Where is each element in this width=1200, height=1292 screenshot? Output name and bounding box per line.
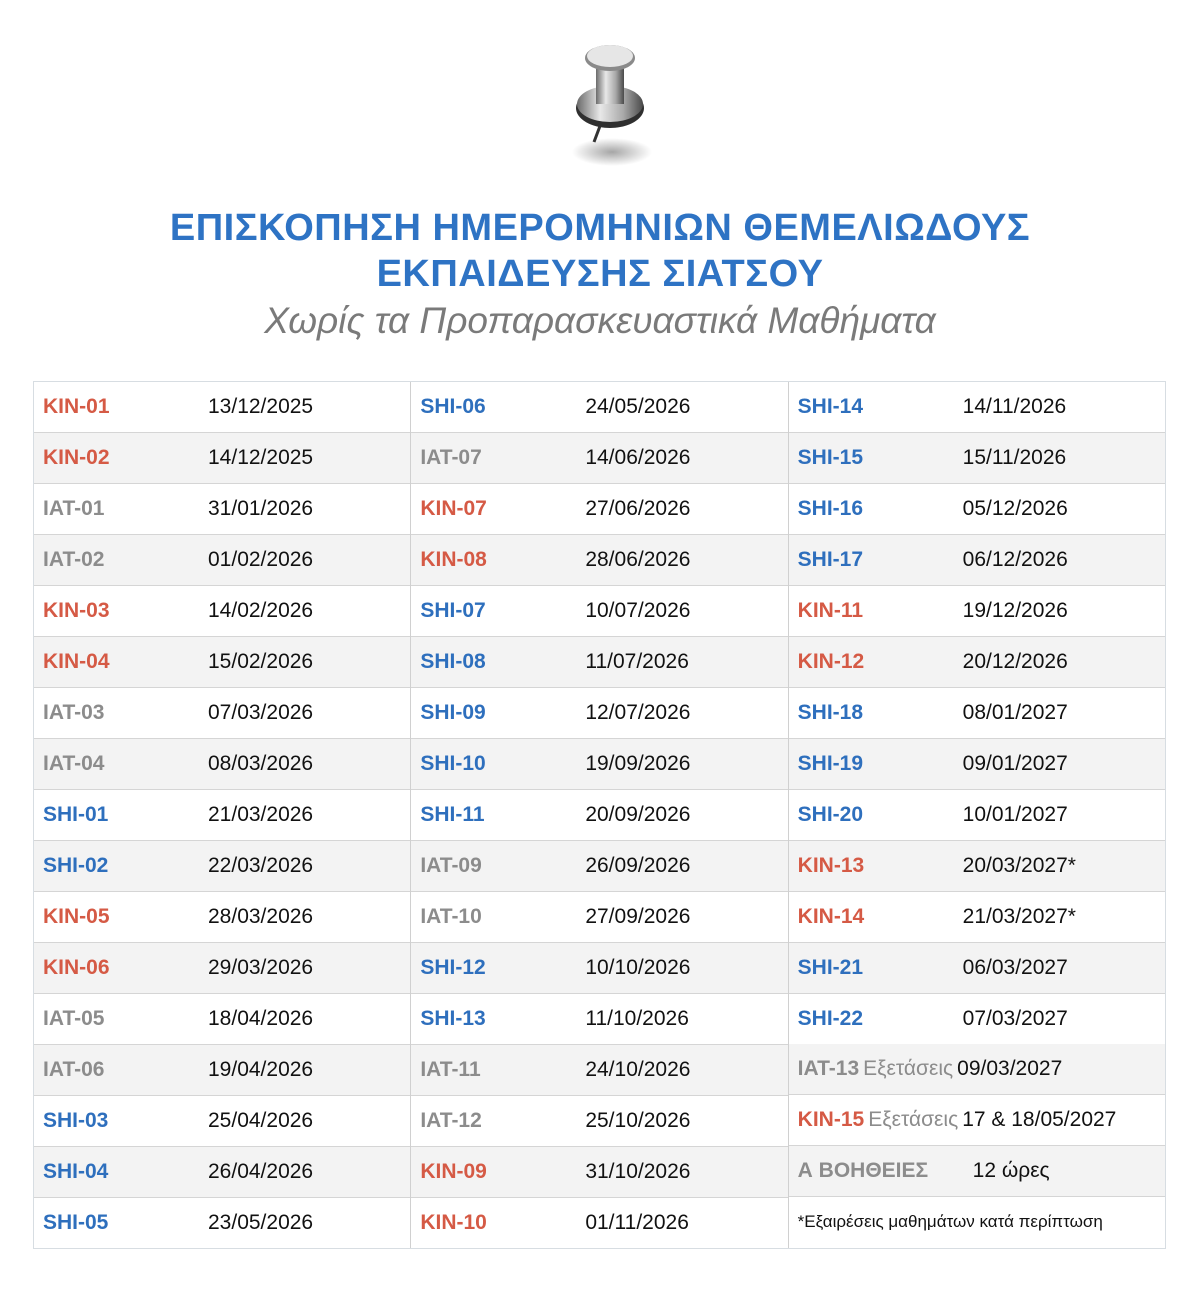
table-row <box>789 688 1165 739</box>
table-row <box>411 790 787 841</box>
lesson-code: KIN-14 <box>797 905 865 928</box>
exams-label: Εξετάσεις <box>863 1057 954 1080</box>
table-row <box>34 637 410 688</box>
lesson-date: 08/01/2027 <box>962 701 1068 724</box>
lesson-code: SHI-04 <box>43 1160 109 1183</box>
lesson-code: SHI-09 <box>420 701 486 724</box>
lesson-date: 26/04/2026 <box>208 1160 314 1183</box>
lesson-code: KIN-11 <box>797 599 864 622</box>
lesson-code: KIN-04 <box>43 650 110 673</box>
lesson-date: 26/09/2026 <box>585 854 691 877</box>
lesson-date: 09/01/2027 <box>962 752 1068 775</box>
table-row <box>34 1045 410 1096</box>
table-row <box>34 994 410 1045</box>
table-row <box>789 994 1165 1044</box>
lesson-code: IAT-11 <box>420 1058 481 1081</box>
lesson-date: 07/03/2027 <box>962 1007 1068 1030</box>
lesson-code: SHI-12 <box>420 956 486 979</box>
table-row <box>34 892 410 943</box>
lesson-date: 18/04/2026 <box>208 1007 314 1030</box>
table-row <box>411 586 787 637</box>
table-row <box>411 1045 787 1096</box>
table-row <box>411 1096 787 1147</box>
lesson-code: SHI-18 <box>797 701 864 724</box>
table-row <box>34 1147 410 1198</box>
lesson-date: 21/03/2027* <box>962 905 1076 928</box>
table-row <box>411 688 787 739</box>
table-row <box>34 535 410 586</box>
schedule-column-2 <box>411 382 788 1248</box>
lesson-code: SHI-01 <box>43 803 109 826</box>
footnote: *Εξαιρέσεις μαθημάτων κατά περίπτωση <box>797 1212 1103 1231</box>
lesson-date: 11/07/2026 <box>585 650 689 673</box>
lesson-code: SHI-07 <box>420 599 486 622</box>
lesson-code: KIN-10 <box>420 1211 487 1234</box>
table-row <box>34 484 410 535</box>
table-row <box>789 637 1165 688</box>
lesson-date: 19/04/2026 <box>208 1058 314 1081</box>
table-row <box>789 943 1165 994</box>
lesson-code: IAT-01 <box>43 497 105 520</box>
lesson-code: KIN-03 <box>43 599 110 622</box>
lesson-date: 01/11/2026 <box>585 1211 689 1234</box>
lesson-code: KIN-09 <box>420 1160 487 1183</box>
table-row <box>411 637 787 688</box>
table-row <box>411 1147 787 1198</box>
table-row <box>34 382 410 433</box>
lesson-date: 31/10/2026 <box>585 1160 691 1183</box>
lesson-date: 11/10/2026 <box>585 1007 689 1030</box>
lesson-date: 09/03/2027 <box>957 1057 1063 1080</box>
lesson-date: 10/07/2026 <box>585 599 691 622</box>
lesson-code: SHI-13 <box>420 1007 486 1030</box>
lesson-code: SHI-16 <box>797 497 864 520</box>
table-row <box>789 484 1165 535</box>
lesson-date: 29/03/2026 <box>208 956 314 979</box>
lesson-date: 17 & 18/05/2027 <box>962 1108 1117 1131</box>
table-row <box>789 433 1165 484</box>
lesson-date: 24/10/2026 <box>585 1058 691 1081</box>
lesson-code: KIN-13 <box>797 854 865 877</box>
schedule-column-3 <box>789 382 1165 1248</box>
header <box>0 205 1200 345</box>
pushpin-icon <box>560 30 660 170</box>
lesson-code: SHI-03 <box>43 1109 109 1132</box>
lesson-code: IAT-02 <box>43 548 105 571</box>
lesson-code: SHI-15 <box>797 446 864 469</box>
table-row <box>411 484 787 535</box>
lesson-code: KIN-15 <box>797 1108 865 1131</box>
first-aid-hours: 12 ώρες <box>972 1159 1050 1182</box>
table-row <box>411 943 787 994</box>
lesson-code: SHI-22 <box>797 1007 864 1030</box>
lesson-code: IAT-13 <box>797 1057 860 1080</box>
lesson-date: 21/03/2026 <box>208 803 314 826</box>
table-row <box>411 841 787 892</box>
lesson-date: 06/12/2026 <box>962 548 1068 571</box>
lesson-code: SHI-08 <box>420 650 486 673</box>
title-line-2: ΕΚΠΑΙΔΕΥΣΗΣ ΣΙΑΤΣΟΥ <box>376 253 824 295</box>
lesson-code: SHI-21 <box>797 956 864 979</box>
lesson-code: KIN-07 <box>420 497 487 520</box>
lesson-code: KIN-08 <box>420 548 487 571</box>
lesson-date: 06/03/2027 <box>962 956 1068 979</box>
title-line-1: ΕΠΙΣΚΟΠΗΣΗ ΗΜΕΡΟΜΗΝΙΩΝ ΘΕΜΕΛΙΩΔΟΥΣ <box>169 207 1031 249</box>
table-row <box>411 535 787 586</box>
lesson-code: SHI-14 <box>797 395 864 418</box>
table-row <box>789 535 1165 586</box>
lesson-date: 14/06/2026 <box>585 446 691 469</box>
lesson-date: 23/05/2026 <box>208 1211 314 1234</box>
lesson-date: 31/01/2026 <box>208 497 314 520</box>
lesson-code: SHI-02 <box>43 854 109 877</box>
lesson-code: KIN-05 <box>43 905 110 928</box>
lesson-date: 13/12/2025 <box>208 395 314 418</box>
schedule-column-1 <box>34 382 411 1248</box>
lesson-code: SHI-11 <box>420 803 485 826</box>
lesson-date: 27/09/2026 <box>585 905 691 928</box>
table-row <box>34 586 410 637</box>
lesson-date: 07/03/2026 <box>208 701 314 724</box>
lesson-code: IAT-05 <box>43 1007 105 1030</box>
table-row <box>34 1198 410 1248</box>
lesson-code: IAT-04 <box>43 752 105 775</box>
lesson-code: SHI-17 <box>797 548 864 571</box>
lesson-date: 14/11/2026 <box>962 395 1067 418</box>
lesson-code: KIN-06 <box>43 956 110 979</box>
lesson-date: 10/10/2026 <box>585 956 691 979</box>
lesson-date: 20/12/2026 <box>962 650 1068 673</box>
schedule-table <box>33 381 1166 1249</box>
lesson-date: 28/03/2026 <box>208 905 314 928</box>
table-row <box>34 943 410 994</box>
table-row <box>789 790 1165 841</box>
lesson-code: SHI-06 <box>420 395 486 418</box>
lesson-date: 05/12/2026 <box>962 497 1068 520</box>
lesson-date: 12/07/2026 <box>585 701 691 724</box>
lesson-date: 10/01/2027 <box>962 803 1068 826</box>
table-row <box>789 586 1165 637</box>
table-row <box>789 892 1165 943</box>
table-row <box>34 841 410 892</box>
lesson-date: 25/10/2026 <box>585 1109 691 1132</box>
lesson-code: IAT-07 <box>420 446 482 469</box>
lesson-date: 14/12/2025 <box>208 446 314 469</box>
lesson-code: KIN-12 <box>797 650 865 673</box>
lesson-code: SHI-20 <box>797 803 864 826</box>
table-row <box>789 739 1165 790</box>
lesson-code: SHI-05 <box>43 1211 109 1234</box>
lesson-code: IAT-06 <box>43 1058 105 1081</box>
table-row <box>411 892 787 943</box>
lesson-date: 08/03/2026 <box>208 752 314 775</box>
lesson-date: 14/02/2026 <box>208 599 314 622</box>
first-aid-label: Α ΒΟΗΘΕΙΕΣ <box>797 1159 929 1182</box>
lesson-date: 25/04/2026 <box>208 1109 314 1132</box>
table-row <box>34 739 410 790</box>
table-row <box>34 688 410 739</box>
table-row <box>411 1198 787 1248</box>
lesson-code: IAT-12 <box>420 1109 482 1132</box>
lesson-date: 28/06/2026 <box>585 548 691 571</box>
table-row <box>789 1095 1165 1146</box>
subtitle: Χωρίς τα Προπαρασκευαστικά Μαθήματα <box>264 300 936 341</box>
table-row <box>789 841 1165 892</box>
lesson-date: 27/06/2026 <box>585 497 691 520</box>
lesson-date: 24/05/2026 <box>585 395 691 418</box>
table-row <box>34 1096 410 1147</box>
table-row <box>789 1044 1165 1095</box>
lesson-date: 20/03/2027* <box>962 854 1076 877</box>
lesson-date: 15/11/2026 <box>962 446 1067 469</box>
lesson-date: 20/09/2026 <box>585 803 691 826</box>
table-row <box>411 382 787 433</box>
table-row <box>411 994 787 1045</box>
exams-label: Εξετάσεις <box>868 1108 959 1131</box>
lesson-date: 19/12/2026 <box>962 599 1068 622</box>
lesson-date: 15/02/2026 <box>208 650 314 673</box>
lesson-code: IAT-09 <box>420 854 482 877</box>
table-row <box>411 739 787 790</box>
lesson-code: IAT-10 <box>420 905 482 928</box>
table-row <box>411 433 787 484</box>
lesson-code: SHI-10 <box>420 752 486 775</box>
table-row <box>34 790 410 841</box>
lesson-date: 19/09/2026 <box>585 752 691 775</box>
lesson-date: 22/03/2026 <box>208 854 314 877</box>
table-row <box>789 1197 1165 1247</box>
lesson-date: 01/02/2026 <box>208 548 314 571</box>
table-row <box>789 382 1165 433</box>
table-row <box>789 1146 1165 1197</box>
lesson-code: KIN-01 <box>43 395 110 418</box>
lesson-code: IAT-03 <box>43 701 105 724</box>
lesson-code: KIN-02 <box>43 446 110 469</box>
table-row <box>34 433 410 484</box>
lesson-code: SHI-19 <box>797 752 864 775</box>
